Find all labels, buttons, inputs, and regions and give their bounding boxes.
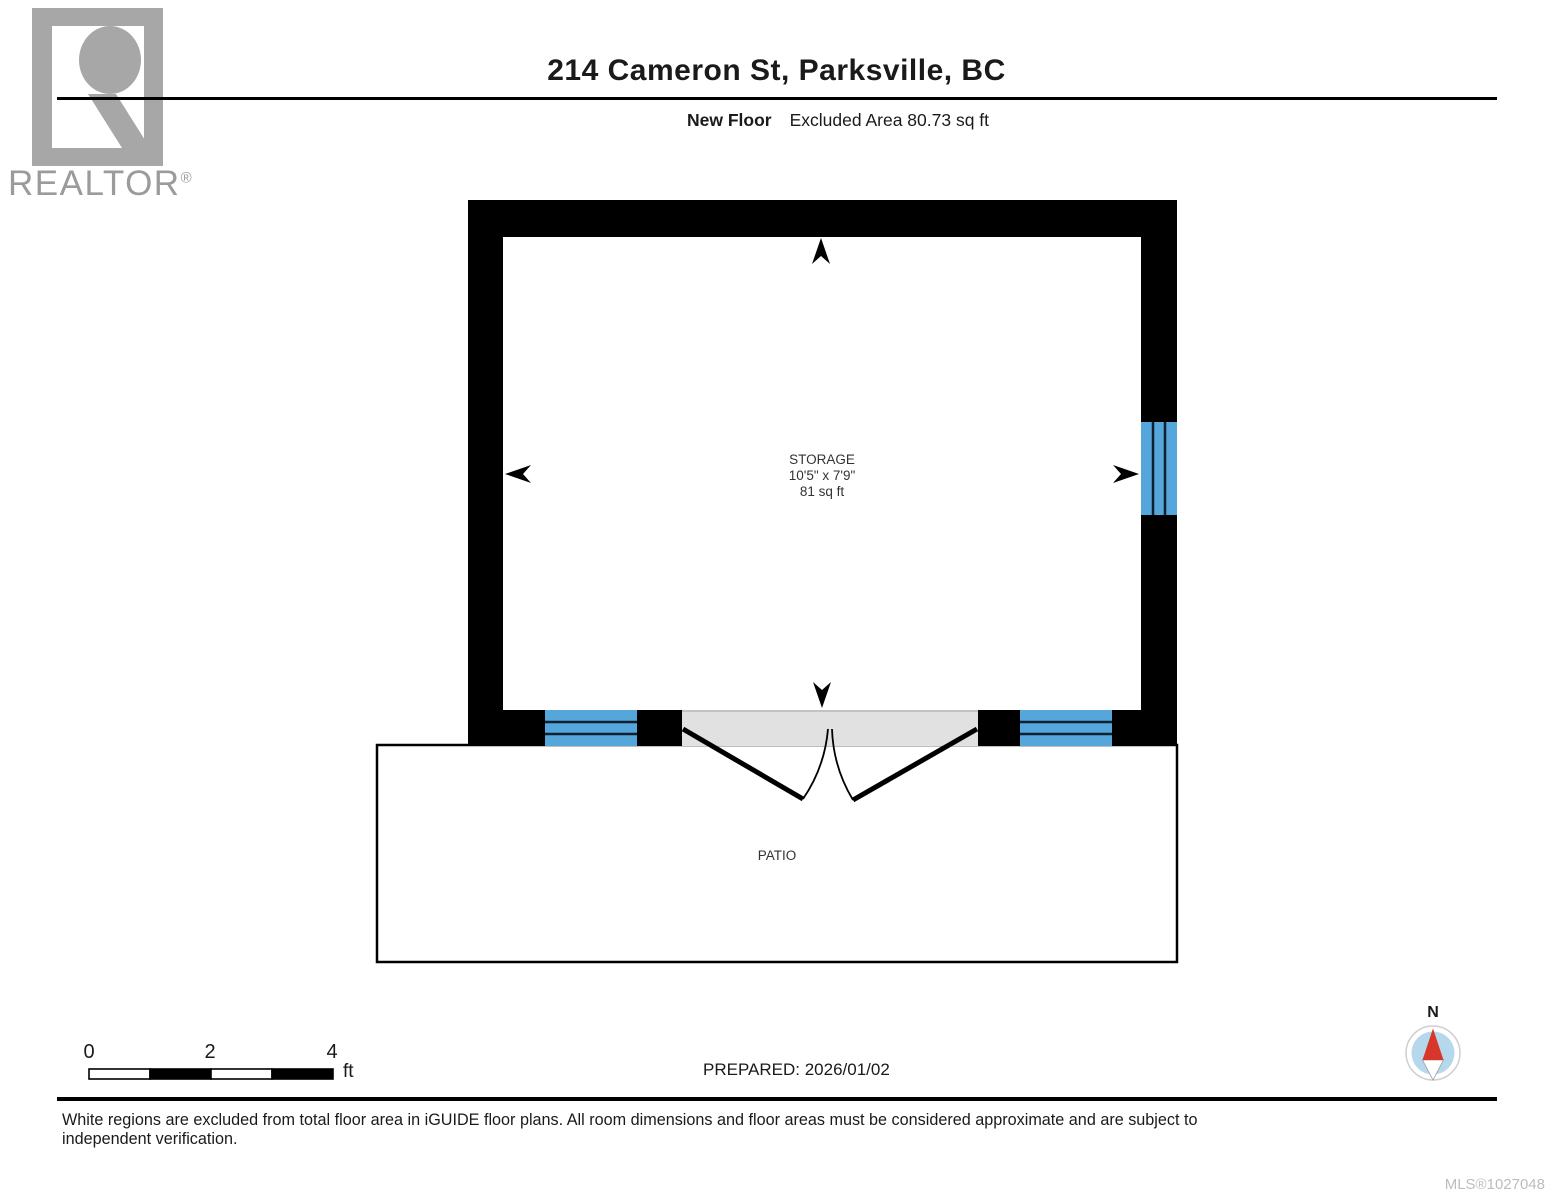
room-area: 81 sq ft	[799, 484, 845, 499]
room-label-storage	[789, 452, 856, 500]
excluded-area-label: Excluded Area 80.73 sq ft	[789, 110, 990, 130]
dimension-arrow-up-icon	[812, 238, 830, 264]
room-label-patio: PATIO	[757, 848, 797, 863]
page-title: 214 Cameron St, Parksville, BC	[547, 54, 1006, 87]
scale-label-0: 0	[83, 1041, 95, 1063]
window-bottom-left	[545, 710, 637, 746]
room-name: STORAGE	[789, 452, 855, 467]
registered-trademark-symbol: ®	[180, 169, 192, 187]
compass	[1403, 1004, 1463, 1087]
scale-label-2: 2	[204, 1041, 216, 1063]
window-right-wall	[1141, 422, 1177, 515]
dimension-arrow-left-icon	[505, 465, 531, 483]
scale-bar	[88, 1068, 336, 1081]
floor-name-label: New Floor	[686, 110, 772, 130]
footer-divider-line	[57, 1097, 1497, 1101]
prepared-date: PREPARED: 2026/01/02	[703, 1060, 890, 1079]
scale-label-4: 4	[326, 1041, 338, 1063]
dimension-arrow-down-icon	[813, 682, 831, 708]
scale-unit-label: ft	[343, 1061, 354, 1082]
realtor-wordmark-text: REALTOR	[8, 164, 181, 203]
mls-number: MLS®1027048	[1444, 1176, 1545, 1193]
compass-rose-icon	[1404, 1024, 1462, 1082]
window-bottom-right	[1020, 710, 1112, 746]
dimension-arrow-right-icon	[1113, 465, 1139, 483]
room-dimensions: 10'5" x 7'9"	[788, 468, 856, 483]
compass-north-label: N	[1427, 1004, 1439, 1021]
disclaimer-text: White regions are excluded from total floor area in iGUIDE floor plans. All room dimensions and floor areas must be considered approximate and are subject to independent verification.	[62, 1111, 1198, 1148]
